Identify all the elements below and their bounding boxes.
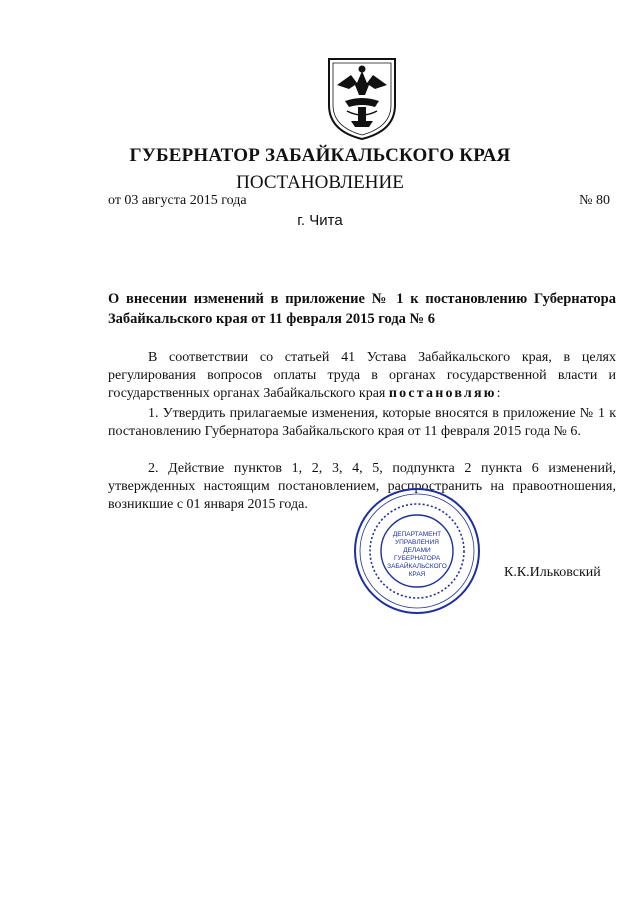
preamble-paragraph — [108, 349, 616, 403]
org-title: ГУБЕРНАТОР ЗАБАЙКАЛЬСКОГО КРАЯ — [129, 145, 511, 166]
coat-of-arms-icon — [325, 55, 399, 141]
preamble-end: : — [496, 386, 501, 401]
stamp-line-1: ДЕПАРТАМЕНТ — [392, 531, 442, 538]
document-subject: О внесении изменений в приложение № 1 к постановлению Губернатора Забайкальского края от 11 февраля 2015 года № 6 — [108, 291, 616, 327]
decree-word: постановляю — [388, 386, 497, 401]
stamp-line-5: ЗАБАЙКАЛЬСКОГО — [387, 563, 447, 570]
official-seal-icon — [352, 486, 482, 616]
document-type: ПОСТАНОВЛЕНИЕ — [236, 172, 404, 193]
item-paragraph-2: 2. Действие пунктов 1, 2, 3, 4, 5, подпункта 2 пункта 6 изменений, утвержденных настоящим постановлением, распространить на правоотношения, возникшие с 01 января 2015 года. — [108, 461, 616, 512]
preamble-text: В соответствии со статьей 41 Устава Забайкальского края, в целях регулирования вопросов оплаты труда в органах государственной власти и государственных органах Забайкальского края — [108, 350, 616, 401]
stamp-line-3: ДЕЛАМИ — [403, 547, 431, 554]
document-city: г. Чита — [297, 212, 343, 229]
stamp-line-6: КРАЯ — [408, 571, 426, 578]
stamp-line-2: УПРАВЛЕНИЯ — [395, 539, 439, 546]
document-number: № 80 — [579, 193, 610, 208]
document-date: от 03 августа 2015 года — [108, 193, 247, 208]
item-paragraph-1: 1. Утвердить прилагаемые изменения, которые вносятся в приложение № 1 к постановлению Губернатора Забайкальского края от 11 февраля 2015 года № 6. — [108, 406, 616, 439]
stamp-line-4: ГУБЕРНАТОРА — [393, 555, 441, 562]
signer-name: К.К.Ильковский — [504, 565, 601, 580]
